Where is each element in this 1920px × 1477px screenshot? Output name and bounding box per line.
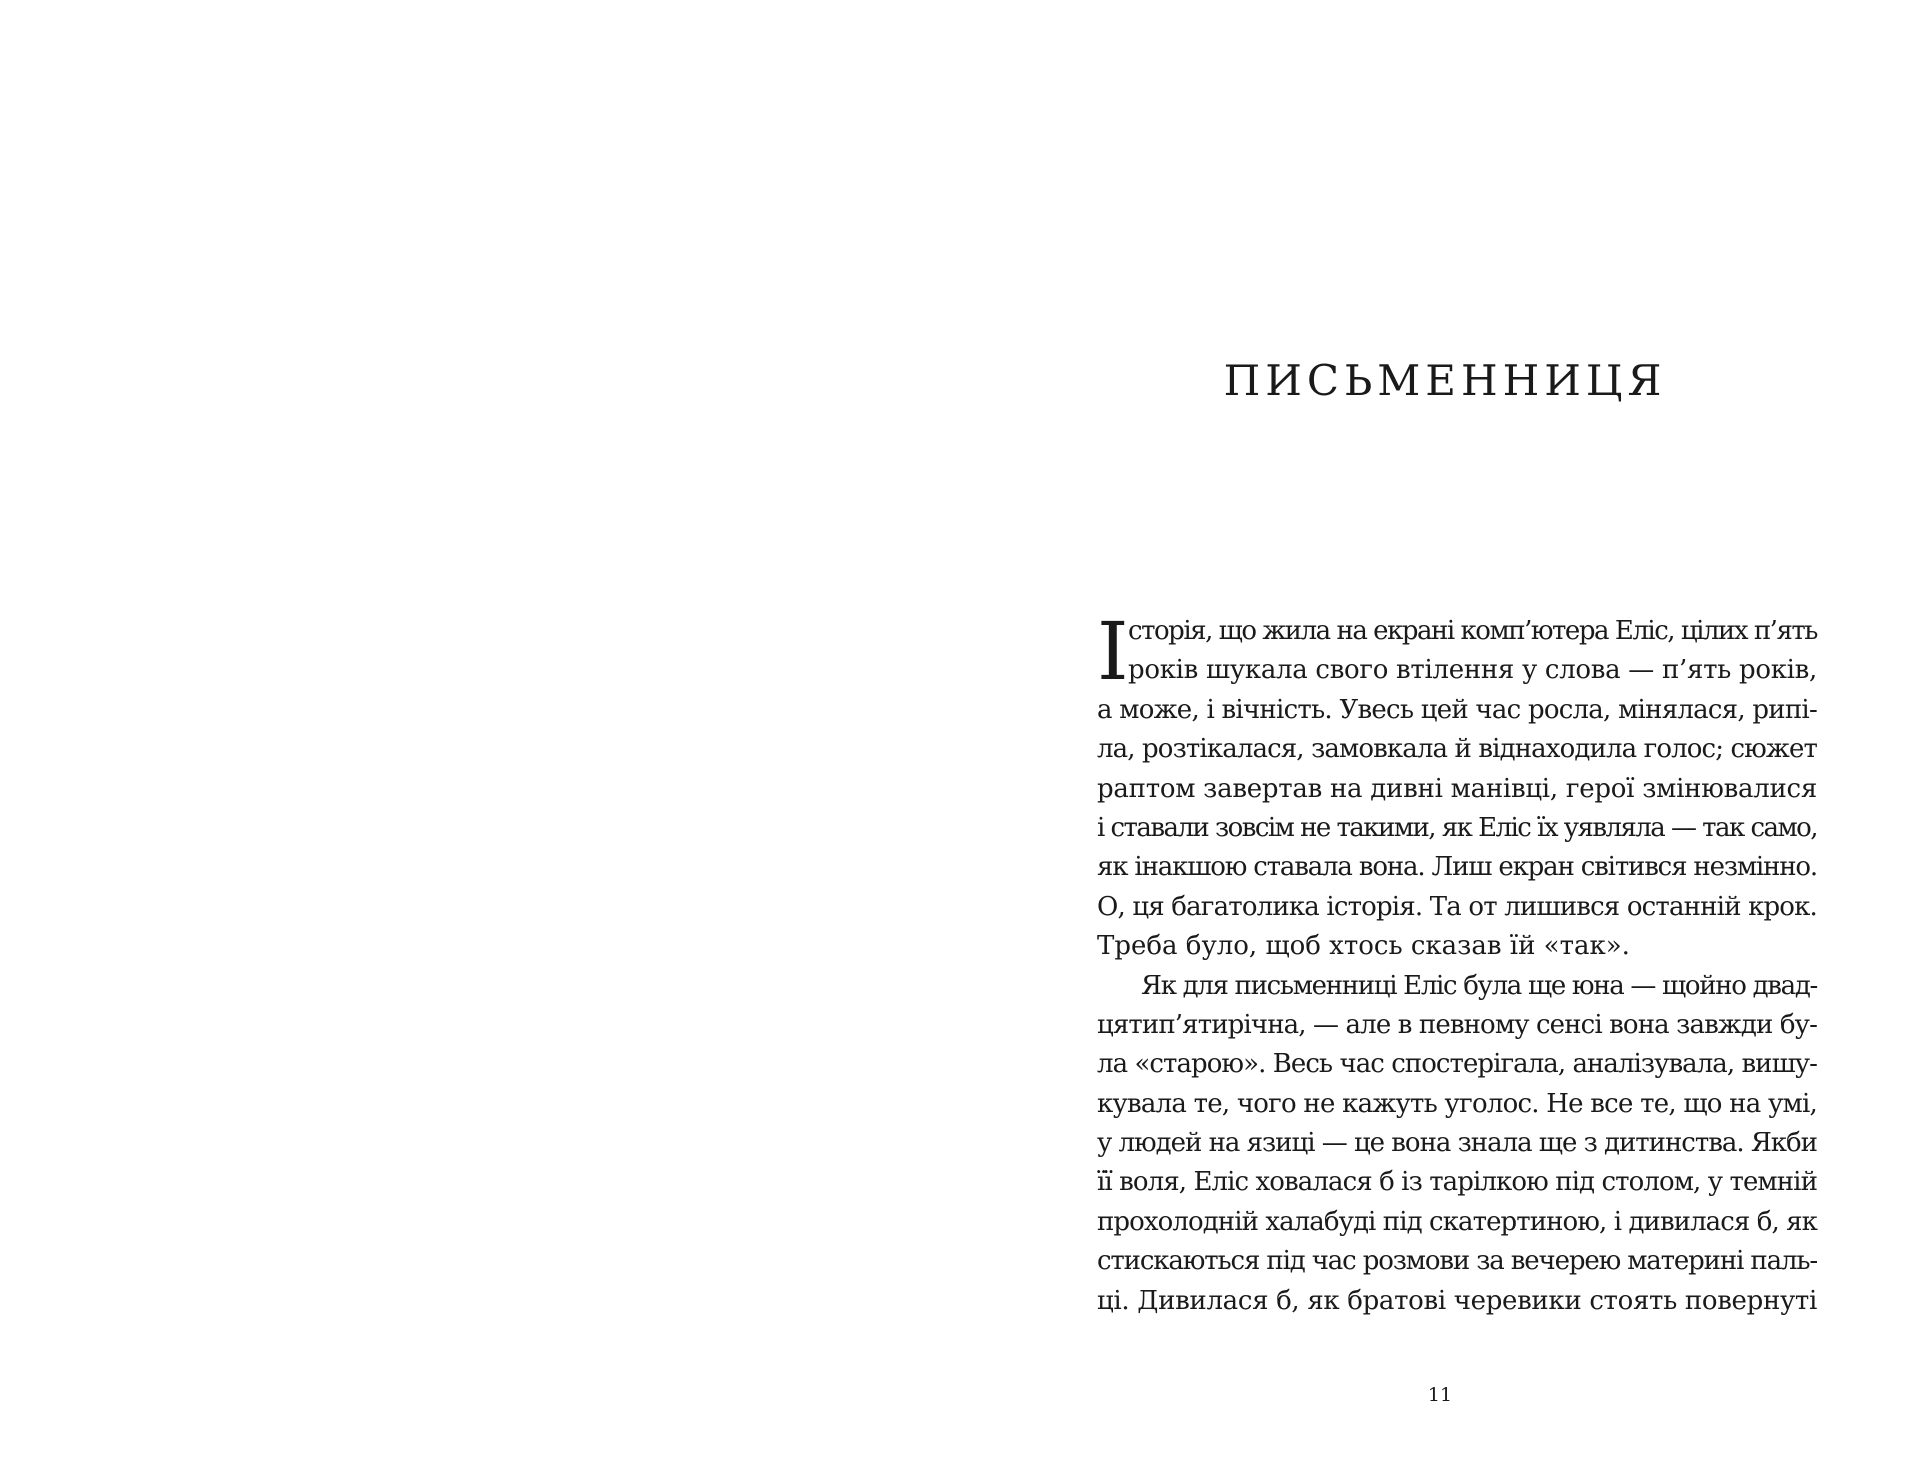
text-line: у людей на язиці — це вона знала ще з дитинства. Якби [1097,1128,1817,1159]
text-line: раптом завертав на дивні манівці, герої змінювалися [1097,773,1817,804]
chapter-body [1097,605,1818,1321]
text-line: ла, розтікалася, замовкала й віднаходила голос; сюжет [1097,734,1817,765]
drop-cap: І [1097,605,1129,698]
text-line: цятип’ятирічна, — але в певному сенсі вона завжди бу- [1097,1009,1818,1040]
chapter-title: ПИСЬМЕННИЦЯ [1223,356,1667,405]
text-line: як інакшою ставала вона. Лиш екран світився незмінно. [1097,852,1817,883]
text-line: ці. Дивилася б, як братові черевики стоять повернуті [1097,1285,1817,1316]
text-line: років шукала свого втілення у слова — п’ять років, [1128,655,1817,686]
text-line: Треба було, щоб хтось сказав їй «так». [1097,931,1630,962]
text-line: сторія, що жила на екрані комп’ютера Еліс, цілих п’ять [1128,616,1817,646]
text-line: і ставали зовсім не такими, як Еліс їх уявляла — так само, [1097,812,1818,843]
text-line: її воля, Еліс ховалася б із тарілкою під столом, у темній [1097,1167,1817,1198]
text-line: стискаються під час розмови за вечерею материні паль- [1097,1246,1817,1277]
text-line: О, ця багатолика історія. Та от лишився останній крок. [1097,891,1818,922]
page-number: 11 [1427,1384,1453,1406]
right-page [960,0,1920,1477]
text-line: а може, і вічність. Увесь цей час росла, мінялася, рипі- [1097,694,1817,725]
text-line: ла «старою». Весь час спостерігала, аналізувала, вишу- [1097,1049,1817,1080]
paragraph [1097,605,1818,967]
chapter-title-container [1205,356,1685,405]
paragraph [1097,967,1817,1322]
text-line: прохолодній халабуді під скатертиною, і дивилася б, як [1097,1206,1817,1237]
text-line: кувала те, чого не кажуть уголос. Не все те, що на умі, [1097,1088,1817,1119]
text-line: Як для письменниці Еліс була ще юна — щойно двад- [1141,970,1817,1001]
